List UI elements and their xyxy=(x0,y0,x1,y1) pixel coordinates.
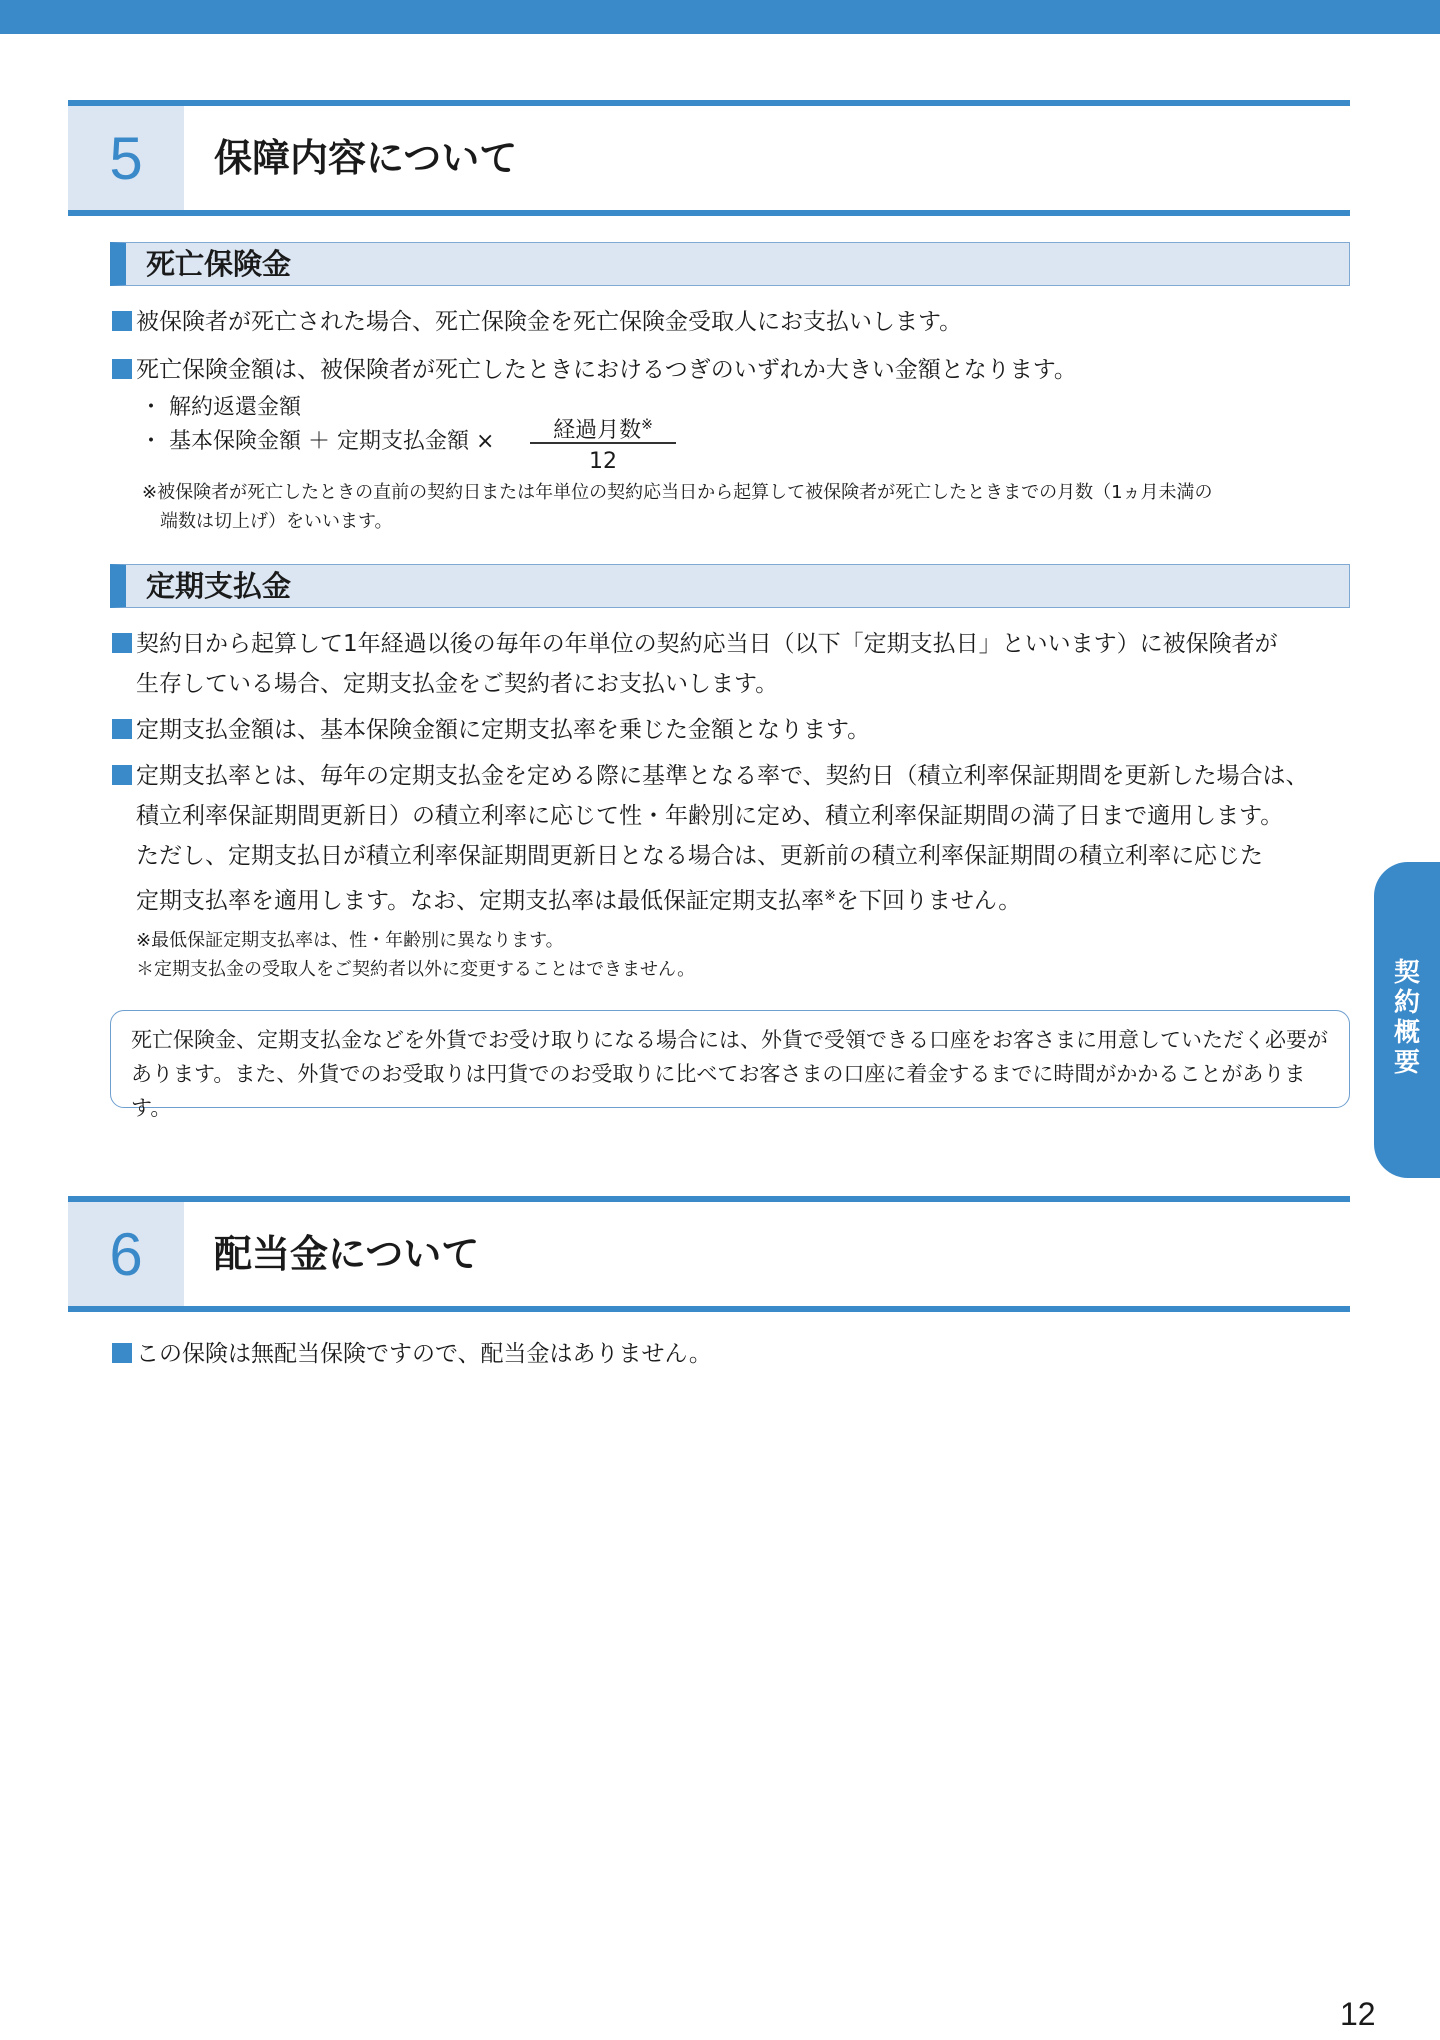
section-6-header xyxy=(68,1196,1350,1312)
periodic-paragraph-2: 定期支払金額は、基本保険金額に定期支払率を乗じた金額となります。 xyxy=(112,710,1352,750)
square-bullet-icon xyxy=(112,633,132,653)
death-benefit-paragraph-2: 死亡保険金額は、被保険者が死亡したときにおけるつぎのいずれか大きい金額となります。 xyxy=(112,350,1352,390)
death-benefit-footnote: ※被保険者が死亡したときの直前の契約日または年単位の契約応当日から起算して被保険者が死亡したときまでの月数（1ヵ月未満の 端数は切上げ）をいいます。 xyxy=(142,482,1213,532)
square-bullet-icon xyxy=(112,1343,132,1363)
death-benefit-paragraph-1: 被保険者が死亡された場合、死亡保険金を死亡保険金受取人にお支払いします。 xyxy=(112,302,1352,342)
square-bullet-icon xyxy=(112,311,132,331)
death-benefit-heading: 死亡保険金 xyxy=(110,242,1350,286)
square-bullet-icon xyxy=(112,719,132,739)
contract-summary-tab xyxy=(1374,862,1440,1178)
header-rule-bottom xyxy=(68,210,1350,216)
side-tab-label: 契 約 概 要 xyxy=(1393,958,1420,1078)
page-number: 12 xyxy=(1340,1996,1376,2032)
top-color-band xyxy=(0,0,1440,34)
periodic-paragraph-1: 契約日から起算して1年経過以後の毎年の年単位の契約応当日（以下「定期支払日」といいます）に被保険者が 生存している場合、定期支払金をご契約者にお支払いします。 xyxy=(112,624,1352,704)
section-number: 5 xyxy=(68,106,184,210)
square-bullet-icon xyxy=(112,765,132,785)
section-5-header xyxy=(68,100,1350,216)
periodic-payment-heading: 定期支払金 xyxy=(110,564,1350,608)
periodic-footnotes xyxy=(136,926,1346,984)
footnote-min-rate: ※最低保証定期支払率は、性・年齢別に異なります。 xyxy=(136,930,564,951)
bullet-surrender-value: ・ 解約返還金額 xyxy=(140,395,301,420)
fraction-denominator: 12 xyxy=(589,449,617,474)
periodic-paragraph-3: 定期支払率とは、毎年の定期支払金を定める際に基準となる率で、契約日（積立利率保証期間を更新した場合は、 積立利率保証期間更新日）の積立利率に応じて性・年齢別に定め、積立利率保証期間の満了日まで適用します。 ただし、定期支払日が積立利率保証期間更新日となる場合は、更新前の積立利率保証期間の積立利率に応じた 定期支払率を適用します。なお、定期支払率は最低保証定期支払率※を下回りません。 xyxy=(112,756,1352,921)
section-title: 保障内容について xyxy=(214,136,518,180)
section-number: 6 xyxy=(68,1202,184,1306)
formula-fraction xyxy=(530,408,676,478)
header-rule-bottom xyxy=(68,1306,1350,1312)
dividend-paragraph: この保険は無配当保険ですので、配当金はありません。 xyxy=(112,1334,1352,1374)
bullet-formula: ・ 基本保険金額 ＋ 定期支払金額 × xyxy=(140,429,495,454)
footnote-recipient: ＊定期支払金の受取人をご契約者以外に変更することはできません。 xyxy=(136,959,696,980)
fraction-numerator: 経過月数※ xyxy=(553,417,653,443)
foreign-currency-notice-box: 死亡保険金、定期支払金などを外貨でお受け取りになる場合には、外貨で受領できる口座をお客さまに用意していただく必要が あります。また、外貨でのお受取りは円貨でのお受取りに比べてお客さまの口座に着金するまでに時間がかかることがあります。 xyxy=(110,1010,1350,1108)
square-bullet-icon xyxy=(112,359,132,379)
section-title: 配当金について xyxy=(214,1232,480,1276)
